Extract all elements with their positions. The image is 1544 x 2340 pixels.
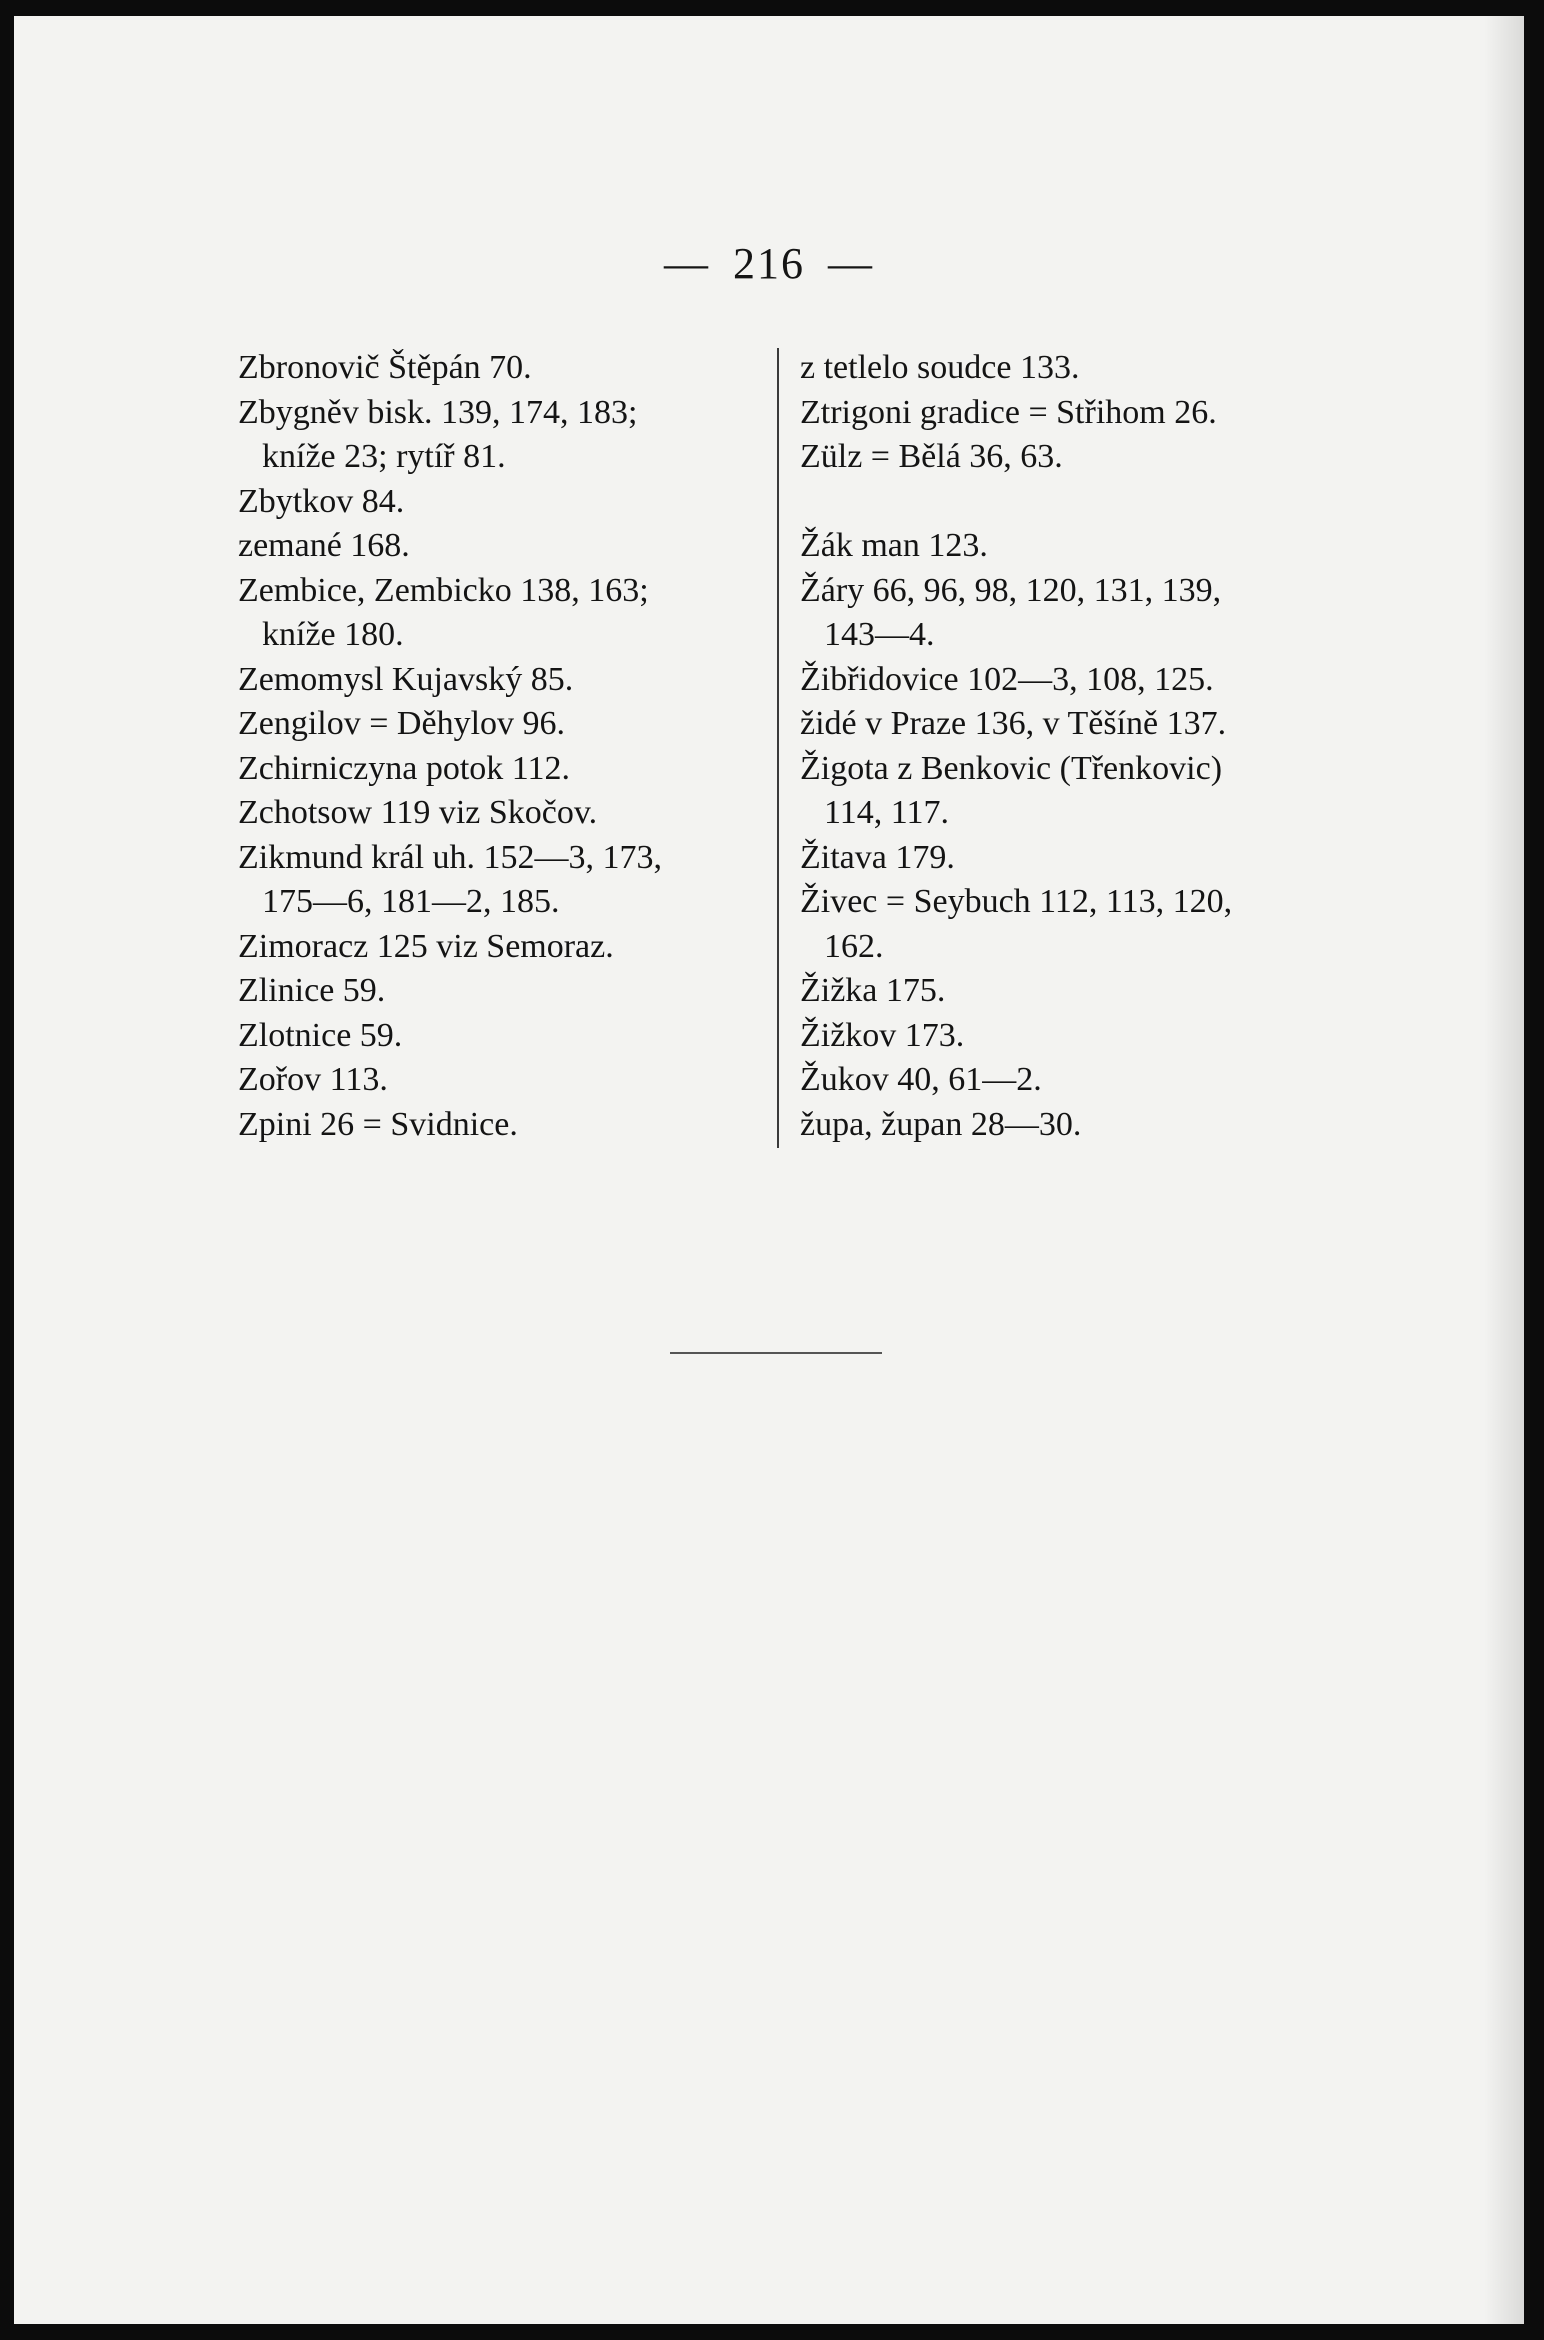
index-entry: Žižkov 173. — [800, 1016, 965, 1054]
index-entry: Zimoracz 125 viz Semoraz. — [238, 927, 614, 965]
index-entry: Žáry 66, 96, 98, 120, 131, 139, — [800, 571, 1222, 609]
index-entry: 162. — [824, 927, 884, 965]
index-column-left — [238, 346, 778, 1147]
index-entry: Ztrigoni gradice = Střihom 26. — [800, 393, 1217, 431]
index-entry: Zülz = Bělá 36, 63. — [800, 438, 1063, 475]
column-divider — [777, 348, 779, 1148]
index-entry: Žižka 175. — [800, 972, 946, 1009]
index-entry: zemané 168. — [238, 527, 410, 564]
book-page — [14, 16, 1524, 2324]
index-entry: Zořov 113. — [238, 1061, 388, 1098]
index-entry: Žák man 123. — [800, 527, 988, 564]
index-entry: židé v Praze 136, v Těšíně 137. — [800, 705, 1227, 742]
index-entry: kníže 23; rytíř 81. — [262, 438, 506, 475]
index-entry: 114, 117. — [824, 794, 949, 831]
index-entry: Zlotnice 59. — [238, 1016, 403, 1054]
page-number: — 216 — — [664, 239, 874, 288]
index-entry: Žibřidovice 102—3, 108, 125. — [800, 660, 1214, 698]
index-entry: 143—4. — [824, 616, 935, 653]
end-rule — [670, 1352, 882, 1354]
index-entry: Zengilov = Děhylov 96. — [238, 705, 566, 742]
index-entry: Živec = Seybuch 112, 113, 120, — [800, 883, 1233, 920]
index-entry: Zbytkov 84. — [238, 482, 405, 520]
index-entry: kníže 180. — [262, 616, 404, 653]
index-entry: 175—6, 181—2, 185. — [262, 883, 560, 920]
index-entry: Zembice, Zembicko 138, 163; — [238, 571, 649, 609]
index-entry: župa, župan 28—30. — [800, 1105, 1082, 1143]
index-entry: Zchirniczyna potok 112. — [238, 749, 571, 787]
index-entry: Zbronovič Štěpán 70. — [238, 349, 532, 386]
index-entry: Zchotsow 119 viz Skočov. — [238, 794, 598, 831]
index-entry: Zbygněv bisk. 139, 174, 183; — [238, 393, 638, 431]
index-entry: Zlinice 59. — [238, 972, 386, 1009]
index-entry: Žigota z Benkovic (Třenkovic) — [800, 749, 1223, 787]
index-entry: Žitava 179. — [800, 838, 955, 876]
index-column-right — [800, 346, 1360, 1147]
index-entry: Zemomysl Kujavský 85. — [238, 660, 574, 698]
index-entry: Zikmund král uh. 152—3, 173, — [238, 838, 663, 876]
index-entry: Žukov 40, 61—2. — [800, 1061, 1042, 1098]
index-entry: z tetlelo soudce 133. — [800, 349, 1080, 386]
index-entry: Zpini 26 = Svidnice. — [238, 1105, 518, 1143]
page-edge-shadow — [1484, 16, 1524, 2324]
